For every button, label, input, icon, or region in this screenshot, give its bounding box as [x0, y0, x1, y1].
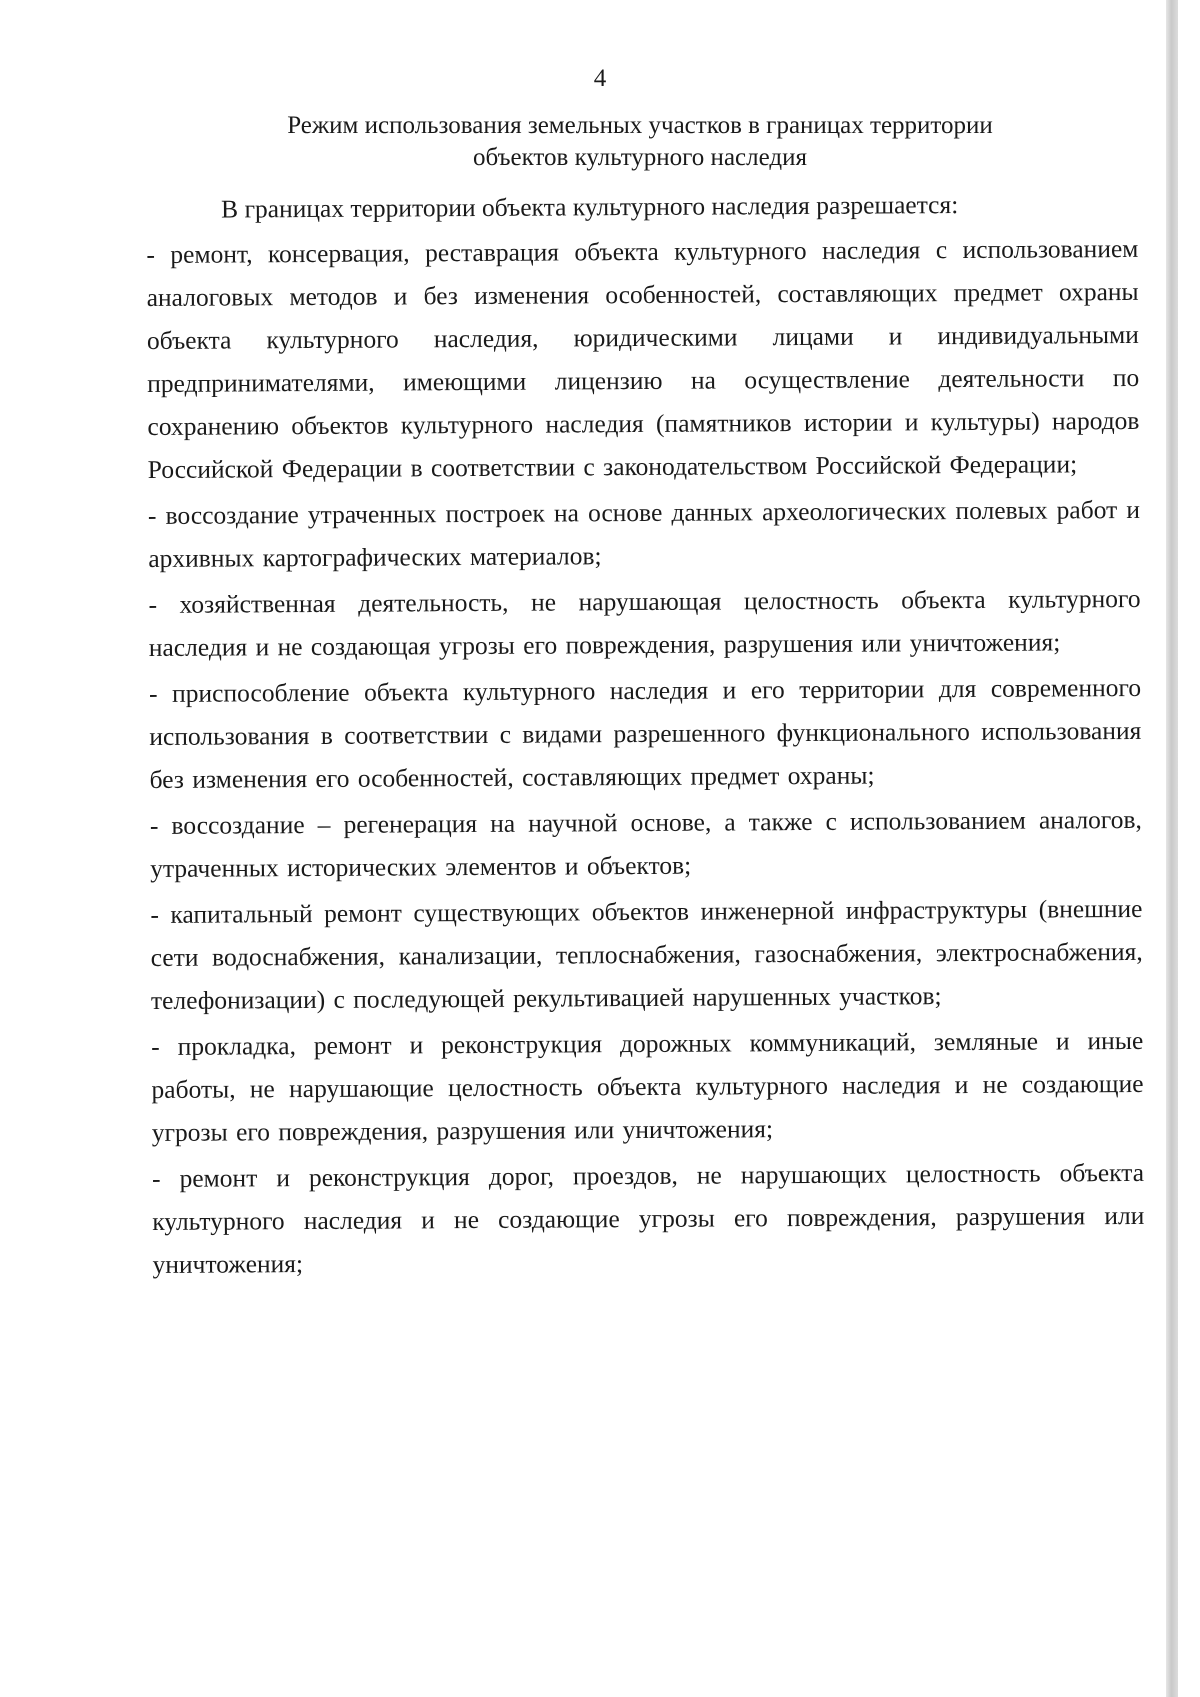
- section-title-line-1: Режим использования земельных участков в границах территории: [287, 112, 993, 139]
- list-item: - прокладка, ремонт и реконструкция дорожных коммуникаций, земляные и иные работы, не нарушающие целостность объекта культурного наследия и не создающие угрозы его повреждения, разрушения или уничтожения;: [151, 1025, 1144, 1147]
- page-number: 4: [593, 65, 607, 92]
- list-item: - ремонт и реконструкция дорог, проездов, не нарушающих целостность объекта культурного наследия и не создающие угрозы его повреждения, разрушения или уничтожения;: [151, 1157, 1145, 1279]
- section-title-line-2: объектов культурного наследия: [473, 144, 807, 171]
- list-item: - хозяйственная деятельность, не нарушающая целостность объекта культурного наследия и не создающая угрозы его повреждения, разрушения или уничтожения;: [148, 583, 1141, 662]
- list-item: - ремонт, консервация, реставрация объекта культурного наследия с использованием аналоговых методов и без изменения особенностей, составляющих предмет охраны объекта культурного наследия, юридическими лицами и индивидуальными предпринимателями, имеющими лицензию на осуществление деятельности по сохранению объектов культурного наследия (памятников истории и культуры) народов Российской Федерации в соответствии с законодательством Российской Федерации;: [146, 233, 1140, 484]
- list-item: - приспособление объекта культурного наследия и его территории для современного использования в соответствии с видами разрешенного функционального использования без изменения его особенностей, составляющих предмет охраны;: [148, 672, 1142, 794]
- list-item: - воссоздание – регенерация на научной основе, а также с использованием аналогов, утраченных исторических элементов и объектов;: [149, 804, 1142, 883]
- scan-page-edge: [1166, 0, 1178, 1697]
- section-title: [200, 110, 1080, 174]
- intro-paragraph: В границах территории объекта культурного наследия разрешается:: [221, 190, 959, 224]
- list-item: - воссоздание утраченных построек на основе данных археологических полевых работ и архивных картографических материалов;: [147, 494, 1141, 573]
- document-body: [146, 182, 1145, 1289]
- list-item: - капитальный ремонт существующих объектов инженерной инфраструктуры (внешние сети водоснабжения, канализации, теплоснабжения, газоснабжения, электроснабжения, телефонизации) с последующей рекультивацией нарушенных участков;: [150, 893, 1143, 1015]
